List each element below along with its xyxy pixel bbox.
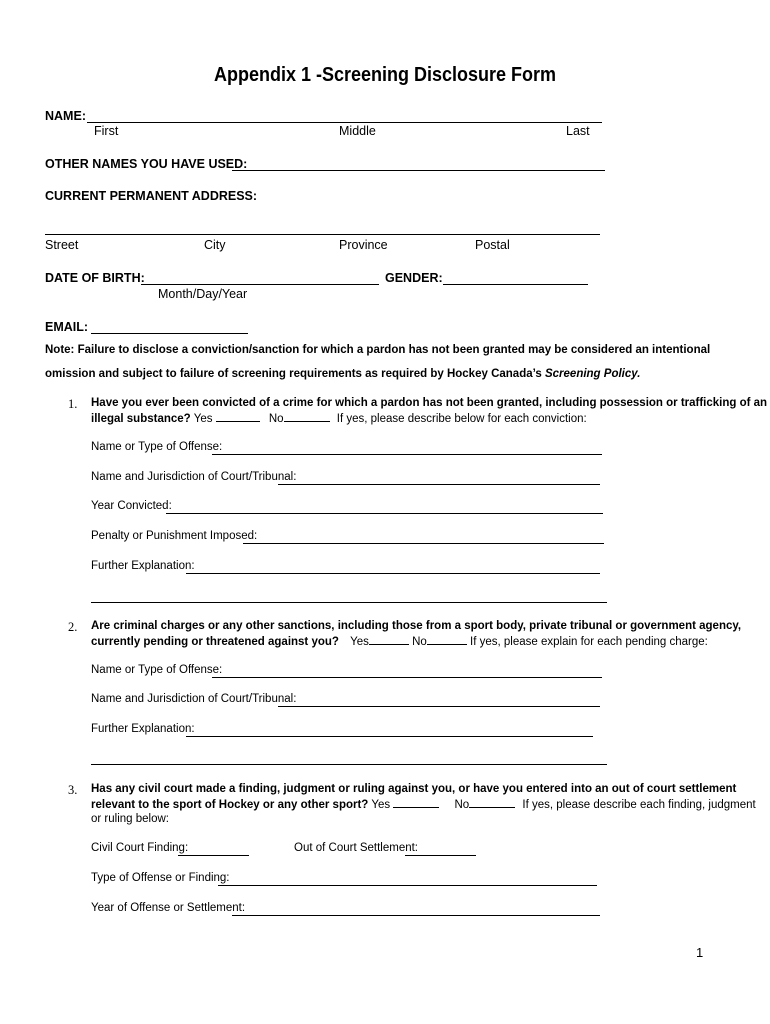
other-names-label: OTHER NAMES YOU HAVE USED:: [45, 157, 248, 171]
street-caption: Street: [45, 238, 79, 252]
q3-civil-finding-label: Civil Court Finding:: [91, 842, 189, 854]
q3-line-3: or ruling below:: [91, 813, 169, 825]
q1-year-input[interactable]: [166, 499, 603, 514]
province-caption: Province: [339, 238, 388, 252]
q2-yes-blank[interactable]: [369, 634, 409, 645]
middle-caption: Middle: [339, 124, 376, 138]
q1-offense-input[interactable]: [212, 440, 602, 455]
q3-type-input[interactable]: [218, 871, 597, 886]
postal-caption: Postal: [475, 238, 510, 252]
q1-field-year: Year Convicted:: [91, 500, 172, 512]
q3-number: 3.: [68, 783, 78, 797]
dob-label: DATE OF BIRTH:: [45, 271, 145, 285]
q1-line-1: Have you ever been convicted of a crime for which a pardon has not been granted, including possession or trafficking of an: [91, 397, 768, 409]
gender-input[interactable]: [443, 270, 588, 285]
q1-line-2: illegal substance? Yes No If yes, please describe below for each conviction:: [91, 413, 587, 425]
q1-explanation-input-2[interactable]: [91, 588, 607, 603]
q3-field-year: Year of Offense or Settlement:: [91, 902, 246, 914]
q3-yes-blank[interactable]: [393, 797, 439, 808]
q1-field-penalty: Penalty or Punishment Imposed:: [91, 530, 258, 542]
email-label: EMAIL:: [45, 320, 89, 334]
note-line-2: omission and subject to failure of screening requirements as required by Hockey Canada’s Screening Policy.: [45, 368, 641, 380]
q1-no-blank[interactable]: [284, 411, 330, 422]
first-caption: First: [94, 124, 119, 138]
name-label: NAME:: [45, 109, 86, 123]
q2-offense-input[interactable]: [212, 663, 602, 678]
note-line-1: Note: Failure to disclose a conviction/sanction for which a pardon has not been granted may be considered an intentional: [45, 344, 711, 356]
q1-field-offense: Name or Type of Offense:: [91, 441, 223, 453]
q2-no-blank[interactable]: [427, 634, 467, 645]
q2-line-2: currently pending or threatened against you? Yes No If yes, please explain for each pending charge:: [91, 636, 708, 648]
q3-year-input[interactable]: [232, 901, 600, 916]
q3-no-blank[interactable]: [469, 797, 515, 808]
email-input[interactable]: [91, 319, 248, 334]
q3-line-1: Has any civil court made a finding, judgment or ruling against you, or have you entered into an out of court settlement: [91, 783, 737, 795]
q3-line-2: relevant to the sport of Hockey or any other sport? Yes No If yes, please describe each finding, judgment: [91, 799, 756, 811]
name-input[interactable]: [87, 108, 602, 123]
form-title: Appendix 1 -Screening Disclosure Form: [213, 64, 557, 86]
screening-policy-ref: Screening Policy.: [544, 368, 641, 380]
q2-explanation-input[interactable]: [186, 722, 593, 737]
page-number: 1: [696, 945, 704, 960]
q2-explanation-input-2[interactable]: [91, 750, 607, 765]
last-caption: Last: [566, 124, 590, 138]
q3-out-of-court-label: Out of Court Settlement:: [294, 842, 419, 854]
q1-field-explanation: Further Explanation:: [91, 560, 195, 572]
q2-field-offense: Name or Type of Offense:: [91, 664, 223, 676]
q2-line-1: Are criminal charges or any other sanctions, including those from a sport body, private tribunal or government agency,: [91, 620, 742, 632]
q2-number: 2.: [68, 620, 78, 634]
q3-civil-finding-input[interactable]: [178, 841, 249, 856]
q1-yes-blank[interactable]: [216, 411, 260, 422]
q2-field-explanation: Further Explanation:: [91, 723, 195, 735]
dob-format-caption: Month/Day/Year: [158, 287, 248, 301]
gender-label: GENDER:: [385, 271, 443, 285]
q1-court-input[interactable]: [278, 470, 600, 485]
q1-explanation-input[interactable]: [186, 559, 600, 574]
q2-court-input[interactable]: [278, 692, 600, 707]
q1-field-court: Name and Jurisdiction of Court/Tribunal:: [91, 471, 297, 483]
q2-field-court: Name and Jurisdiction of Court/Tribunal:: [91, 693, 297, 705]
q1-number: 1.: [68, 397, 78, 411]
city-caption: City: [204, 238, 226, 252]
q1-penalty-input[interactable]: [243, 529, 604, 544]
other-names-input[interactable]: [232, 156, 605, 171]
dob-input[interactable]: [141, 270, 379, 285]
address-label: CURRENT PERMANENT ADDRESS:: [45, 189, 258, 203]
q3-out-of-court-input[interactable]: [405, 841, 476, 856]
address-input[interactable]: [45, 220, 600, 235]
q3-field-type: Type of Offense or Finding:: [91, 872, 230, 884]
